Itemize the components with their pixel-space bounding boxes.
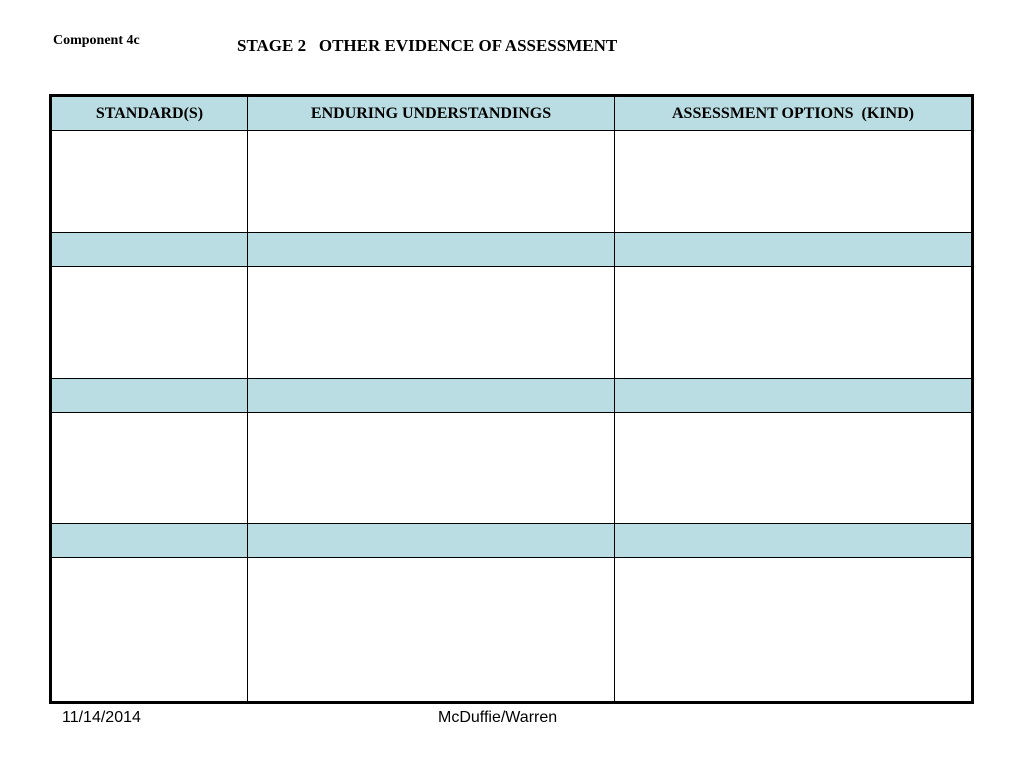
table-cell-enduring-understandings[interactable] (248, 267, 615, 379)
table-cell-shaded[interactable] (248, 524, 615, 558)
column-header-enduring-understandings: ENDURING UNDERSTANDINGS (248, 97, 615, 131)
table-cell-enduring-understandings[interactable] (248, 558, 615, 701)
table-cell-shaded[interactable] (615, 233, 971, 267)
table-cell-standards[interactable] (52, 131, 248, 233)
footer-author: McDuffie/Warren (438, 709, 558, 726)
column-header-standards: STANDARD(S) (52, 97, 248, 131)
table-cell-shaded[interactable] (52, 379, 248, 413)
table-cell-assessment-options[interactable] (615, 558, 971, 701)
table-cell-enduring-understandings[interactable] (248, 131, 615, 233)
table-cell-standards[interactable] (52, 267, 248, 379)
table-cell-shaded[interactable] (52, 524, 248, 558)
table-cell-shaded[interactable] (615, 379, 971, 413)
component-label: Component 4c (53, 33, 140, 48)
table-cell-assessment-options[interactable] (615, 131, 971, 233)
column-header-assessment-options: ASSESSMENT OPTIONS (KIND) (615, 97, 971, 131)
table-cell-shaded[interactable] (615, 524, 971, 558)
table-cell-shaded[interactable] (248, 379, 615, 413)
table-cell-shaded[interactable] (248, 233, 615, 267)
assessment-table (49, 94, 974, 704)
table-cell-standards[interactable] (52, 558, 248, 701)
table-cell-shaded[interactable] (52, 233, 248, 267)
page-title: STAGE 2 OTHER EVIDENCE OF ASSESSMENT (237, 36, 618, 55)
footer-date: 11/14/2014 (62, 709, 141, 726)
table-cell-assessment-options[interactable] (615, 267, 971, 379)
table-cell-standards[interactable] (52, 413, 248, 524)
table-cell-enduring-understandings[interactable] (248, 413, 615, 524)
table-cell-assessment-options[interactable] (615, 413, 971, 524)
